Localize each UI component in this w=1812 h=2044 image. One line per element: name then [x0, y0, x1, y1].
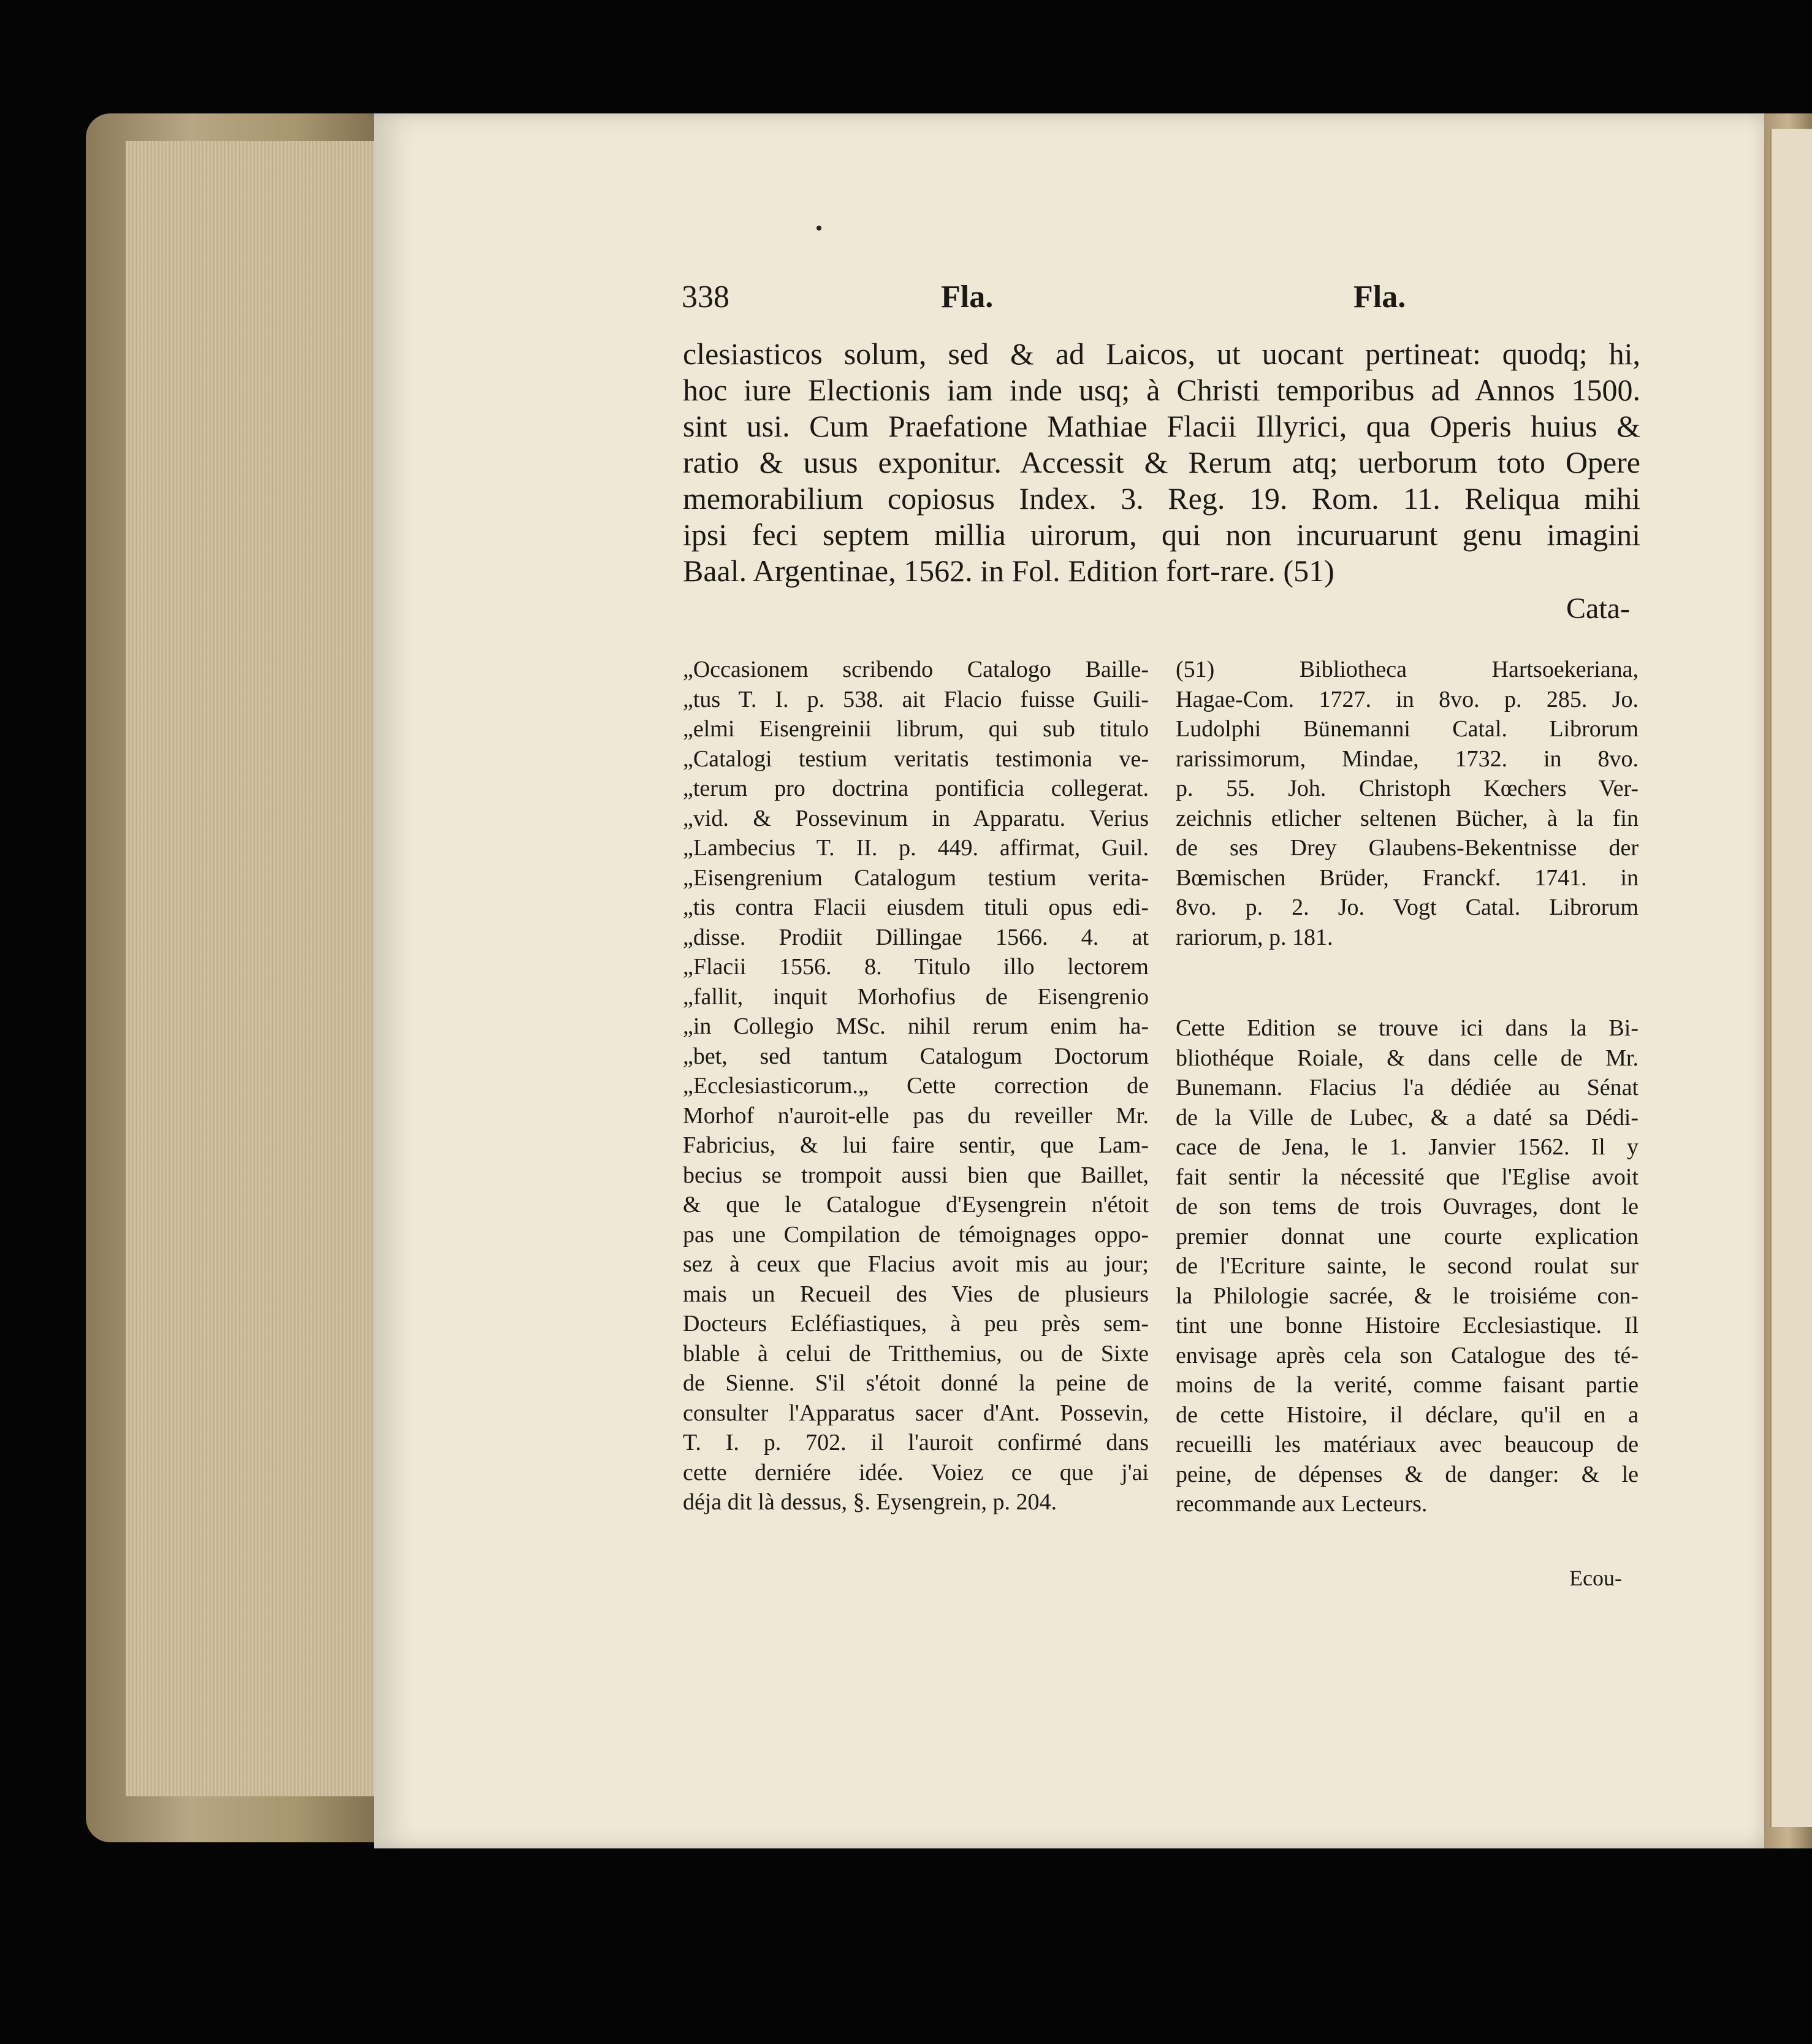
left-column-line: „tus T. I. p. 538. ait Flacio fuisse Guili- — [683, 686, 1149, 712]
main-text-line: hoc iure Electionis iam inde usq; à Christi temporibus ad Annos 1500. — [683, 373, 1640, 407]
left-column-line: „in Collegio MSc. nihil rerum enim ha- — [683, 1013, 1149, 1039]
right-column-line: cace de Jena, le 1. Janvier 1562. Il y — [1176, 1134, 1639, 1160]
right-column-line: de la Ville de Lubec, & a daté sa Dédi- — [1176, 1104, 1639, 1131]
left-column-line: de Sienne. S'il s'étoit donné la peine de — [683, 1370, 1149, 1396]
right-column-line: la Philologie sacrée, & le troisiéme con- — [1176, 1283, 1639, 1309]
right-column-footnote — [1176, 655, 1639, 952]
facing-page-sliver — [1770, 129, 1812, 1827]
main-text-block — [683, 336, 1640, 589]
main-text-line: sint usi. Cum Praefatione Mathiae Flacii Illyrici, qua Operis huius & — [683, 409, 1640, 443]
left-column-line: consulter l'Apparatus sacer d'Ant. Possevin, — [683, 1400, 1149, 1426]
right-column-body — [1176, 1013, 1639, 1519]
right-column-line: Bunemann. Flacius l'a dédiée au Sénat — [1176, 1075, 1639, 1100]
right-column-line: recueilli les matériaux avec beaucoup de — [1176, 1432, 1639, 1457]
left-column-line: „Catalogi testium veritatis testimonia ve- — [683, 746, 1149, 772]
left-column-line: & que le Catalogue d'Eysengrein n'étoit — [683, 1192, 1149, 1218]
left-column-line: sez à ceux que Flacius avoit mis au jour; — [683, 1251, 1149, 1277]
left-column-line: „disse. Prodiit Dillingae 1566. 4. at — [683, 924, 1149, 950]
right-column-line: de cette Histoire, il déclare, qu'il en a — [1176, 1401, 1639, 1428]
running-head-left: Fla. — [941, 280, 994, 315]
footnote-line: rariorum, p. 181. — [1176, 924, 1333, 950]
left-column-line: „Lambecius T. II. p. 449. affirmat, Guil. — [683, 835, 1149, 861]
left-column-line: Docteurs Ecléfiastiques, à peu près sem- — [683, 1311, 1149, 1337]
footnote-line: Hagae-Com. 1727. in 8vo. p. 285. Jo. — [1176, 686, 1639, 712]
left-column-line: cette derniére idée. Voiez ce que j'ai — [683, 1459, 1149, 1485]
left-column-line: „vid. & Possevinum in Apparatu. Verius — [683, 805, 1149, 831]
footnote-line: Bœmischen Brüder, Franckf. 1741. in — [1176, 864, 1639, 891]
left-column-line: „Eisengrenium Catalogum testium verita- — [683, 864, 1149, 891]
footnote-line: de ses Drey Glaubens-Bekentnisse der — [1176, 835, 1639, 861]
catchword-main: Cata- — [1566, 592, 1630, 625]
right-column-line: fait sentir la nécessité que l'Eglise avoit — [1176, 1164, 1639, 1190]
left-column-line: „elmi Eisengreinii librum, qui sub titulo — [683, 716, 1149, 742]
right-column-line: tint une bonne Histoire Ecclesiastique. Il — [1176, 1313, 1639, 1338]
running-head-right: Fla. — [1353, 280, 1406, 315]
right-column-line: recommande aux Lecteurs. — [1176, 1491, 1428, 1517]
footnote-line: 8vo. p. 2. Jo. Vogt Catal. Librorum — [1176, 894, 1639, 920]
main-text-line: ipsi feci septem millia uirorum, qui non incuruarunt genu imagini — [683, 517, 1640, 552]
left-column-line: T. I. p. 702. il l'auroit confirmé dans — [683, 1430, 1149, 1455]
left-column-line: „fallit, inquit Morhofius de Eisengrenio — [683, 983, 1149, 1010]
right-column-line: moins de la verité, comme faisant partie — [1176, 1372, 1639, 1398]
left-column-line: „Ecclesiasticorum.„ Cette correction de — [683, 1073, 1149, 1099]
footnote-line: rarissimorum, Mindae, 1732. in 8vo. — [1176, 746, 1639, 772]
page-block-edges — [126, 141, 377, 1796]
right-column-line: de l'Ecriture sainte, le second roulat sur — [1176, 1253, 1639, 1279]
left-column-line: „Flacii 1556. 8. Titulo illo lectorem — [683, 954, 1149, 980]
right-column-line: Cette Edition se trouve ici dans la Bi- — [1176, 1015, 1639, 1041]
footnote-line: p. 55. Joh. Christoph Kœchers Ver- — [1176, 776, 1639, 801]
left-column-line: Fabricius, & lui faire sentir, que Lam- — [683, 1132, 1149, 1158]
left-column-line: „tis contra Flacii eiusdem tituli opus edi- — [683, 894, 1149, 920]
left-column-line: becius se trompoit aussi bien que Baillet, — [683, 1162, 1149, 1188]
right-column-line: envisage après cela son Catalogue des té- — [1176, 1342, 1639, 1368]
main-text-line: Baal. Argentinae, 1562. in Fol. Edition fort-rare. (51) — [683, 554, 1334, 588]
footnote-line: Ludolphi Bünemanni Catal. Librorum — [1176, 716, 1639, 742]
footnote-line: (51) Bibliotheca Hartsoekeriana, — [1176, 657, 1639, 682]
left-column — [683, 655, 1149, 1517]
left-column-line: „Occasionem scribendo Catalogo Baille- — [683, 657, 1149, 682]
left-column-line: déja dit là dessus, §. Eysengrein, p. 204. — [683, 1489, 1057, 1515]
right-column-line: peine, de dépenses & de danger: & le — [1176, 1461, 1639, 1487]
page-number: 338 — [682, 280, 729, 315]
catchword-footer: Ecou- — [1569, 1566, 1622, 1590]
main-text-line: memorabilium copiosus Index. 3. Reg. 19. Rom. 11. Reliqua mihi — [683, 481, 1640, 516]
left-column-line: „bet, sed tantum Catalogum Doctorum — [683, 1043, 1149, 1069]
left-column-line: „terum pro doctrina pontificia collegerat. — [683, 776, 1149, 801]
ink-speck — [817, 226, 821, 231]
right-column-line: bliothéque Roiale, & dans celle de Mr. — [1176, 1045, 1639, 1071]
right-column-line: de son tems de trois Ouvrages, dont le — [1176, 1194, 1639, 1219]
main-text-line: clesiasticos solum, sed & ad Laicos, ut uocant pertineat: quodq; hi, — [683, 337, 1640, 371]
left-column-line: blable à celui de Tritthemius, ou de Sixte — [683, 1340, 1149, 1367]
footnote-line: zeichnis etlicher seltenen Bücher, à la fin — [1176, 805, 1639, 831]
main-text-line: ratio & usus exponitur. Accessit & Rerum atq; uerborum toto Opere — [683, 445, 1640, 479]
left-column-line: Morhof n'auroit-elle pas du reveiller Mr. — [683, 1102, 1149, 1129]
right-column-line: premier donnat une courte explication — [1176, 1223, 1639, 1249]
left-column-line: pas une Compilation de témoignages oppo- — [683, 1221, 1149, 1248]
left-column-line: mais un Recueil des Vies de plusieurs — [683, 1281, 1149, 1307]
